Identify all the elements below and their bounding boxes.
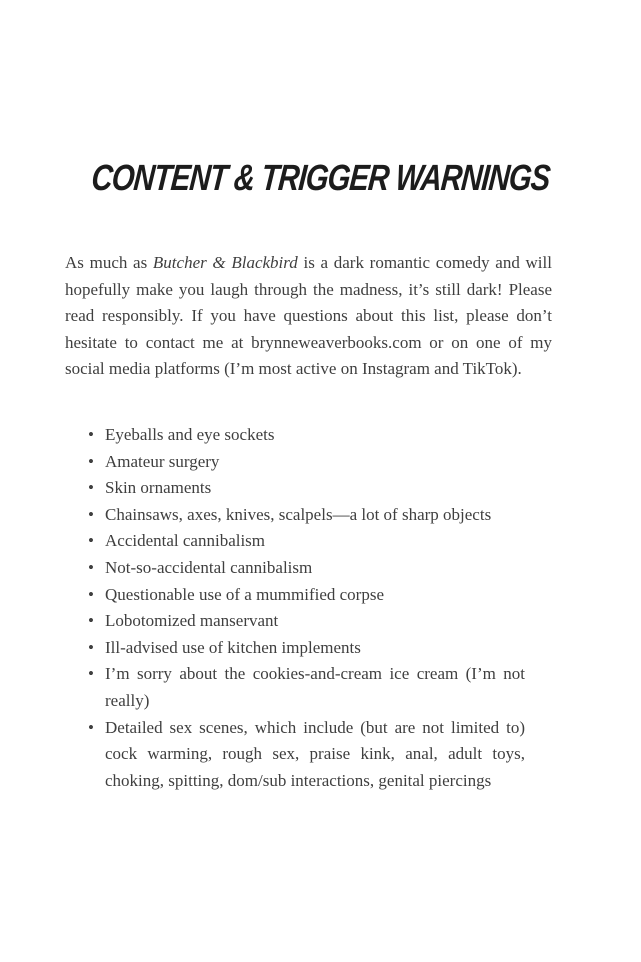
list-item (88, 528, 525, 555)
list-item-text: Eyeballs and eye sockets (105, 425, 275, 444)
list-item-text: Lobotomized manservant (105, 611, 279, 631)
list-item-text: Skin ornaments (105, 478, 212, 498)
list-item-text: Ill-advised use of kitchen implements (105, 637, 361, 657)
bullet-icon: • (88, 425, 94, 444)
list-item (88, 582, 525, 609)
list-item-text: Amateur surgery (105, 451, 220, 471)
book-title: Butcher & Blackbird (152, 253, 298, 272)
list-item-text: Detailed sex scenes, which include (but are not limited to) cock warming, rough sex, praise kink, anal, adult toys, choking, spitting, dom/sub interactions, genital piercings (105, 717, 525, 790)
list-item (88, 661, 525, 714)
intro-text-before: As much as (65, 253, 153, 272)
bullet-icon: • (88, 451, 94, 471)
intro-text-after: is a dark romantic comedy and will hopefully make you laugh through the madness, it’s still dark! Please read responsibly. If you have questions about this list, please don’t hesitate to contact me at brynneweaverbooks.com or on one of my social media platforms (I’m most active on Instagram and TikTok). (65, 253, 552, 379)
list-item (88, 608, 525, 635)
list-item (88, 715, 525, 795)
list-item-text: Chainsaws, axes, knives, scalpels—a lot of sharp objects (105, 504, 492, 524)
chapter-title: CONTENT & TRIGGER WARNINGS (89, 158, 552, 199)
bullet-icon: • (88, 557, 94, 577)
list-item-text: Not-so-accidental cannibalism (105, 557, 313, 577)
bullet-icon: • (88, 584, 94, 604)
bullet-icon: • (88, 664, 94, 684)
bullet-icon: • (88, 611, 94, 631)
bullet-icon: • (88, 637, 94, 657)
list-item (88, 555, 525, 582)
intro-paragraph (65, 250, 552, 383)
bullet-icon: • (88, 478, 94, 498)
bullet-icon: • (88, 504, 94, 524)
list-item (88, 422, 525, 449)
list-item (88, 475, 525, 502)
list-item-text: Accidental cannibalism (105, 531, 266, 551)
list-item-text: I’m sorry about the cookies-and-cream ice cream (I’m not really) (105, 664, 525, 710)
list-item (88, 502, 525, 529)
list-item (88, 635, 525, 662)
bullet-icon: • (88, 717, 94, 737)
warnings-list (88, 422, 525, 794)
list-item-text: Questionable use of a mummified corpse (105, 584, 385, 604)
list-item (88, 449, 525, 476)
bullet-icon: • (88, 531, 94, 551)
